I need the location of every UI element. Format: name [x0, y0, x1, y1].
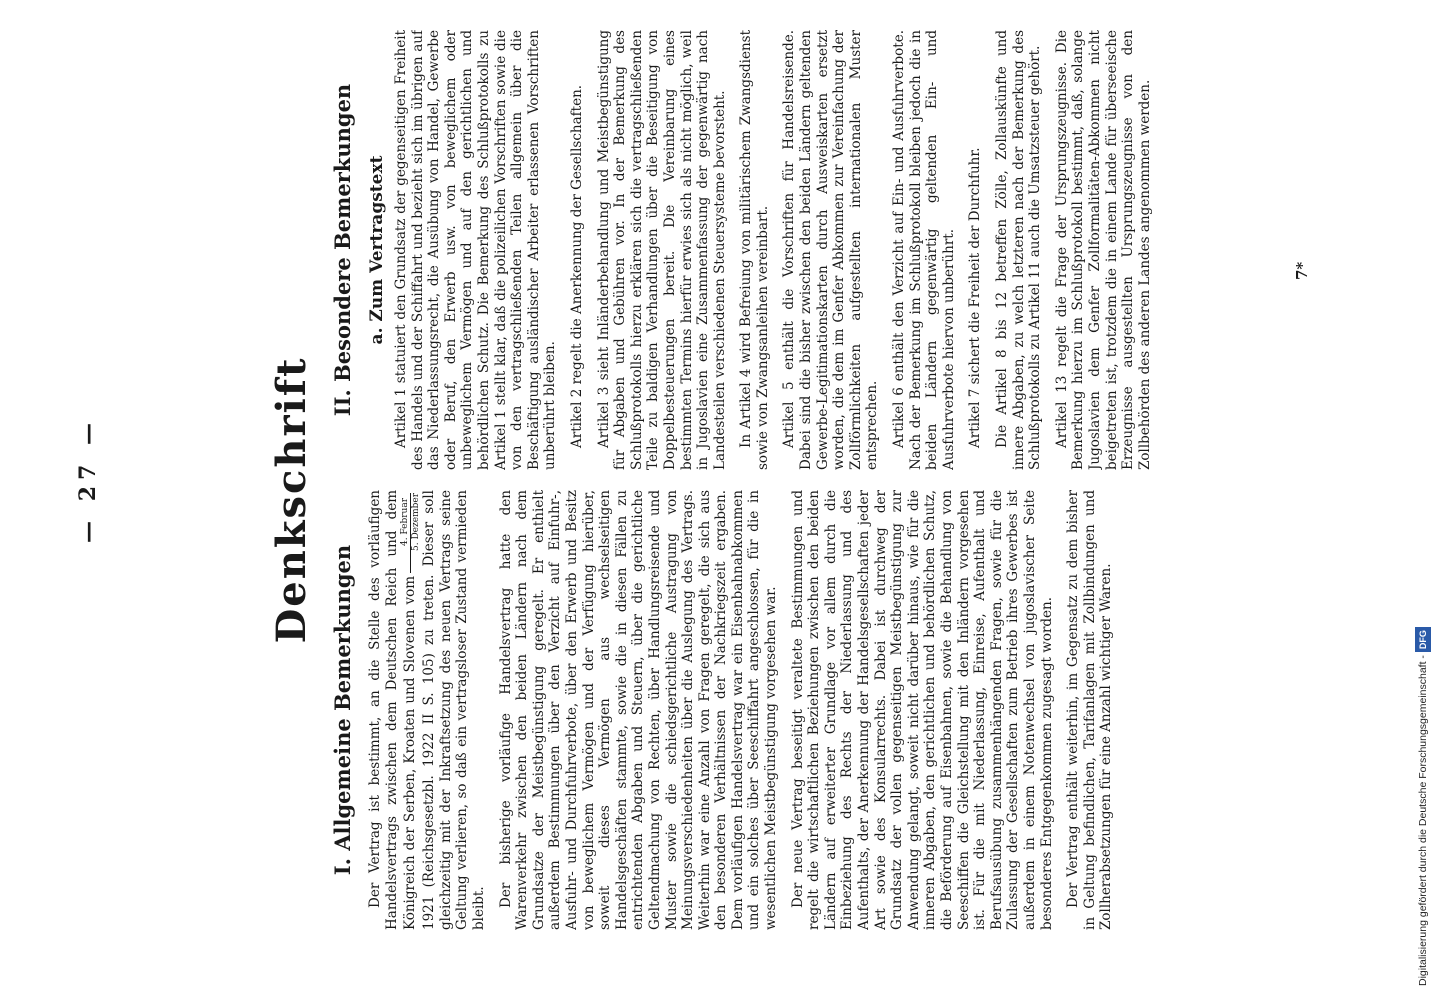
right-paragraph-7: Artikel 7 sichert die Freiheit der Durchfuhr. — [967, 147, 984, 448]
right-paragraph-8: Die Artikel 8 bis 12 betreffen Zölle, Zollauskünfte und innere Abgaben, zu welch letzteren nach der Bemerkung des Schlußprotokolls zu Artikel 11 auch die Umsatzsteuer gehört. — [994, 30, 1044, 470]
right-paragraph-5: Artikel 5 enthält die Vorschriften für Handelsreisende. Dabei sind die bisher zwischen den beiden Ländern geltenden Gewerbe-Legitimationskarten durch Ausweiskarten ersetzt worden, die dem im Genfer Abkommen zur Vereinfachung der Zollförmlichkeiten aufgestellten internationalen Muster entsprechen. — [781, 30, 881, 470]
date-fraction: 4. Februar 5. Dezember — [400, 493, 421, 573]
page-number: — 27 — — [75, 417, 101, 543]
right-paragraph-9: Artikel 13 regelt die Frage der Ursprungszeugnisse. Die Bemerkung hierzu im Schlußprotokoll bestimmt, daß, solange Jugoslavien dem Genfer Zollformalitäten-Abkommen nicht beigetreten ist, trotzdem die in einem Lande für überseeische Erzeugnisse ausgestellten Ursprungszeugnisse von den Zollbehörden des anderen Landes angenommen werden. — [1053, 30, 1153, 470]
left-paragraph-4: Der Vertrag enthält weiterhin, im Gegensatz zu dem bisher in Geltung befindlichen, Tarifanlagen mit Zollbindungen und Zollherabsetzungen für eine Anzahl wichtiger Waren. — [1065, 490, 1115, 930]
left-column — [330, 490, 1300, 930]
dfg-logo: DFG — [1415, 627, 1431, 652]
left-heading: I. Allgemeine Bemerkungen — [330, 544, 355, 876]
right-paragraph-1: Artikel 1 statuiert den Grundsatz der gegenseitigen Freiheit des Handels und der Schiffahrt und bezieht sich im übrigen auf das Niederlassungsrecht, die Ausübung von Handel, Gewerbe oder Beruf, den Erwerb usw. von beweglichem oder unbeweglichem Vermögen und auf den gerichtlichen und behördlichen Schutz. Die Bemerkung des Schlußprotokolls zu Artikel 1 stellt klar, daß die polizeilichen Vorschriften sowie die von den vertragschließenden Teilen allgemein über die Beschäftigung ausländischer Arbeiter erlassenen Vorschriften unberührt bleiben. — [393, 30, 559, 470]
left-paragraph-1: Der Vertrag ist bestimmt, an die Stelle des vorläufigen Handelsvertrags zwischen dem Deutschen Reich und dem Königreich der Serben, Kroaten und Slovenen vom 4. Februar 5. Dezember 1921 (Reichsgesetzbl. 1922 II S. 105) zu treten. Dieser soll gleichzeitig mit der Inkraftsetzung des neuen Vertrags seine Geltung verlieren, so daß ein vertragsloser Zustand vermieden bleibt. — [367, 490, 487, 930]
right-paragraph-2: Artikel 2 regelt die Anerkennung der Gesellschaften. — [568, 84, 585, 448]
right-paragraph-4: In Artikel 4 wird Befreiung von militärischem Zwangsdienst sowie von Zwangsanleihen vereinbart. — [738, 30, 771, 470]
right-subheading: a. Zum Vertragstext — [367, 155, 387, 345]
credit-text: Digitalisierung gefördert durch die Deutsche Forschungsgemeinschaft - — [1417, 655, 1429, 986]
right-paragraph-6: Artikel 6 enthält den Verzicht auf Ein- und Ausfuhrverbote. Nach der Bemerkung im Schlußprotokoll bleiben jedoch die in beiden Ländern gegenwärtig geltenden Ein- und Ausfuhrverbote hiervon unberührt. — [891, 30, 957, 470]
left-paragraph-2: Der bisherige vorläufige Handelsvertrag hatte den Warenverkehr zwischen den beiden Ländern nach dem Grundsatze der Meistbegünstigung geregelt. Er enthielt außerdem Bestimmungen über den Verzicht auf Einfuhr-, Ausfuhr- und Durchfuhrverbote, über den Erwerb und Besitz von beweglichem Vermögen und der Verfügung hierüber, soweit dieses Vermögen aus wechselseitigen Handelsgeschäften stammte, sowie die in diesen Fällen zu entrichtenden Abgaben und Steuern, über die gerichtliche Geltendmachung von Rechten, über Handlungsreisende und Muster sowie die schiedsgerichtliche Austragung von Meinungsverschiedenheiten über die Auslegung des Vertrags. Weiterhin war eine Anzahl von Fragen geregelt, die sich aus den besonderen Verhältnissen der Nachkriegszeit ergaben. Dem vorläufigen Handelsvertrag war ein Eisenbahnabkommen und ein solches über Seeschiffahrt angeschlossen, für die in wesentlichen Meistbegünstigung vorgesehen war. — [497, 490, 780, 930]
right-heading: II. Besondere Bemerkungen — [330, 83, 355, 417]
left-paragraph-3: Der neue Vertrag beseitigt veraltete Bestimmungen und regelt die wirtschaftlichen Beziehungen zwischen den beiden Ländern auf erweiterter Grundlage vor allem durch die Einbeziehung des Rechts der Niederlassung und des Aufenthalts, der Anerkennung der Handelsgesellschaften jeder Art sowie des Konsularrechts. Dabei ist durchweg der Grundsatz der vollen gegenseitigen Meistbegünstigung zur Anwendung gelangt, soweit nicht darüber hinaus, wie für die inneren Abgaben, den gerichtlichen und behördlichen Schutz, die Beförderung auf Eisenbahnen, sowie die Behandlung von Seeschiffen die Gleichstellung mit den Inländern vorgesehen ist. Für die mit Niederlassung, Einreise, Aufenthalt und Berufsausübung zusammenhängenden Fragen, sowie für die Zulassung der Gesellschaften zum Betrieb ihres Gewerbes ist außerdem in einem Notenwechsel von jugoslavischer Seite besonderes Entgegenkommen zugesagt worden. — [789, 490, 1055, 930]
right-paragraph-3: Artikel 3 sieht Inländerbehandlung und Meistbegünstigung für Abgaben und Gebühren vor. In der Bemerkung des Schlußprotokolls hierzu erklären sich die vertragschließenden Teile zu baldigen Verhandlungen über die Beseitigung von Doppelbesteuerungen bereit. Die Vereinbarung eines bestimmten Termins hierfür erwies sich als nicht möglich, weil in Jugoslavien eine Zusammenfassung der gegenwärtig nach Landesteilen verschiedenen Steuersysteme bevorsteht. — [595, 30, 728, 470]
digitization-credit — [1415, 8, 1431, 988]
right-column — [330, 30, 1300, 470]
sheet-signature: 7* — [1293, 261, 1311, 280]
page-title: Denkschrift — [268, 356, 315, 644]
